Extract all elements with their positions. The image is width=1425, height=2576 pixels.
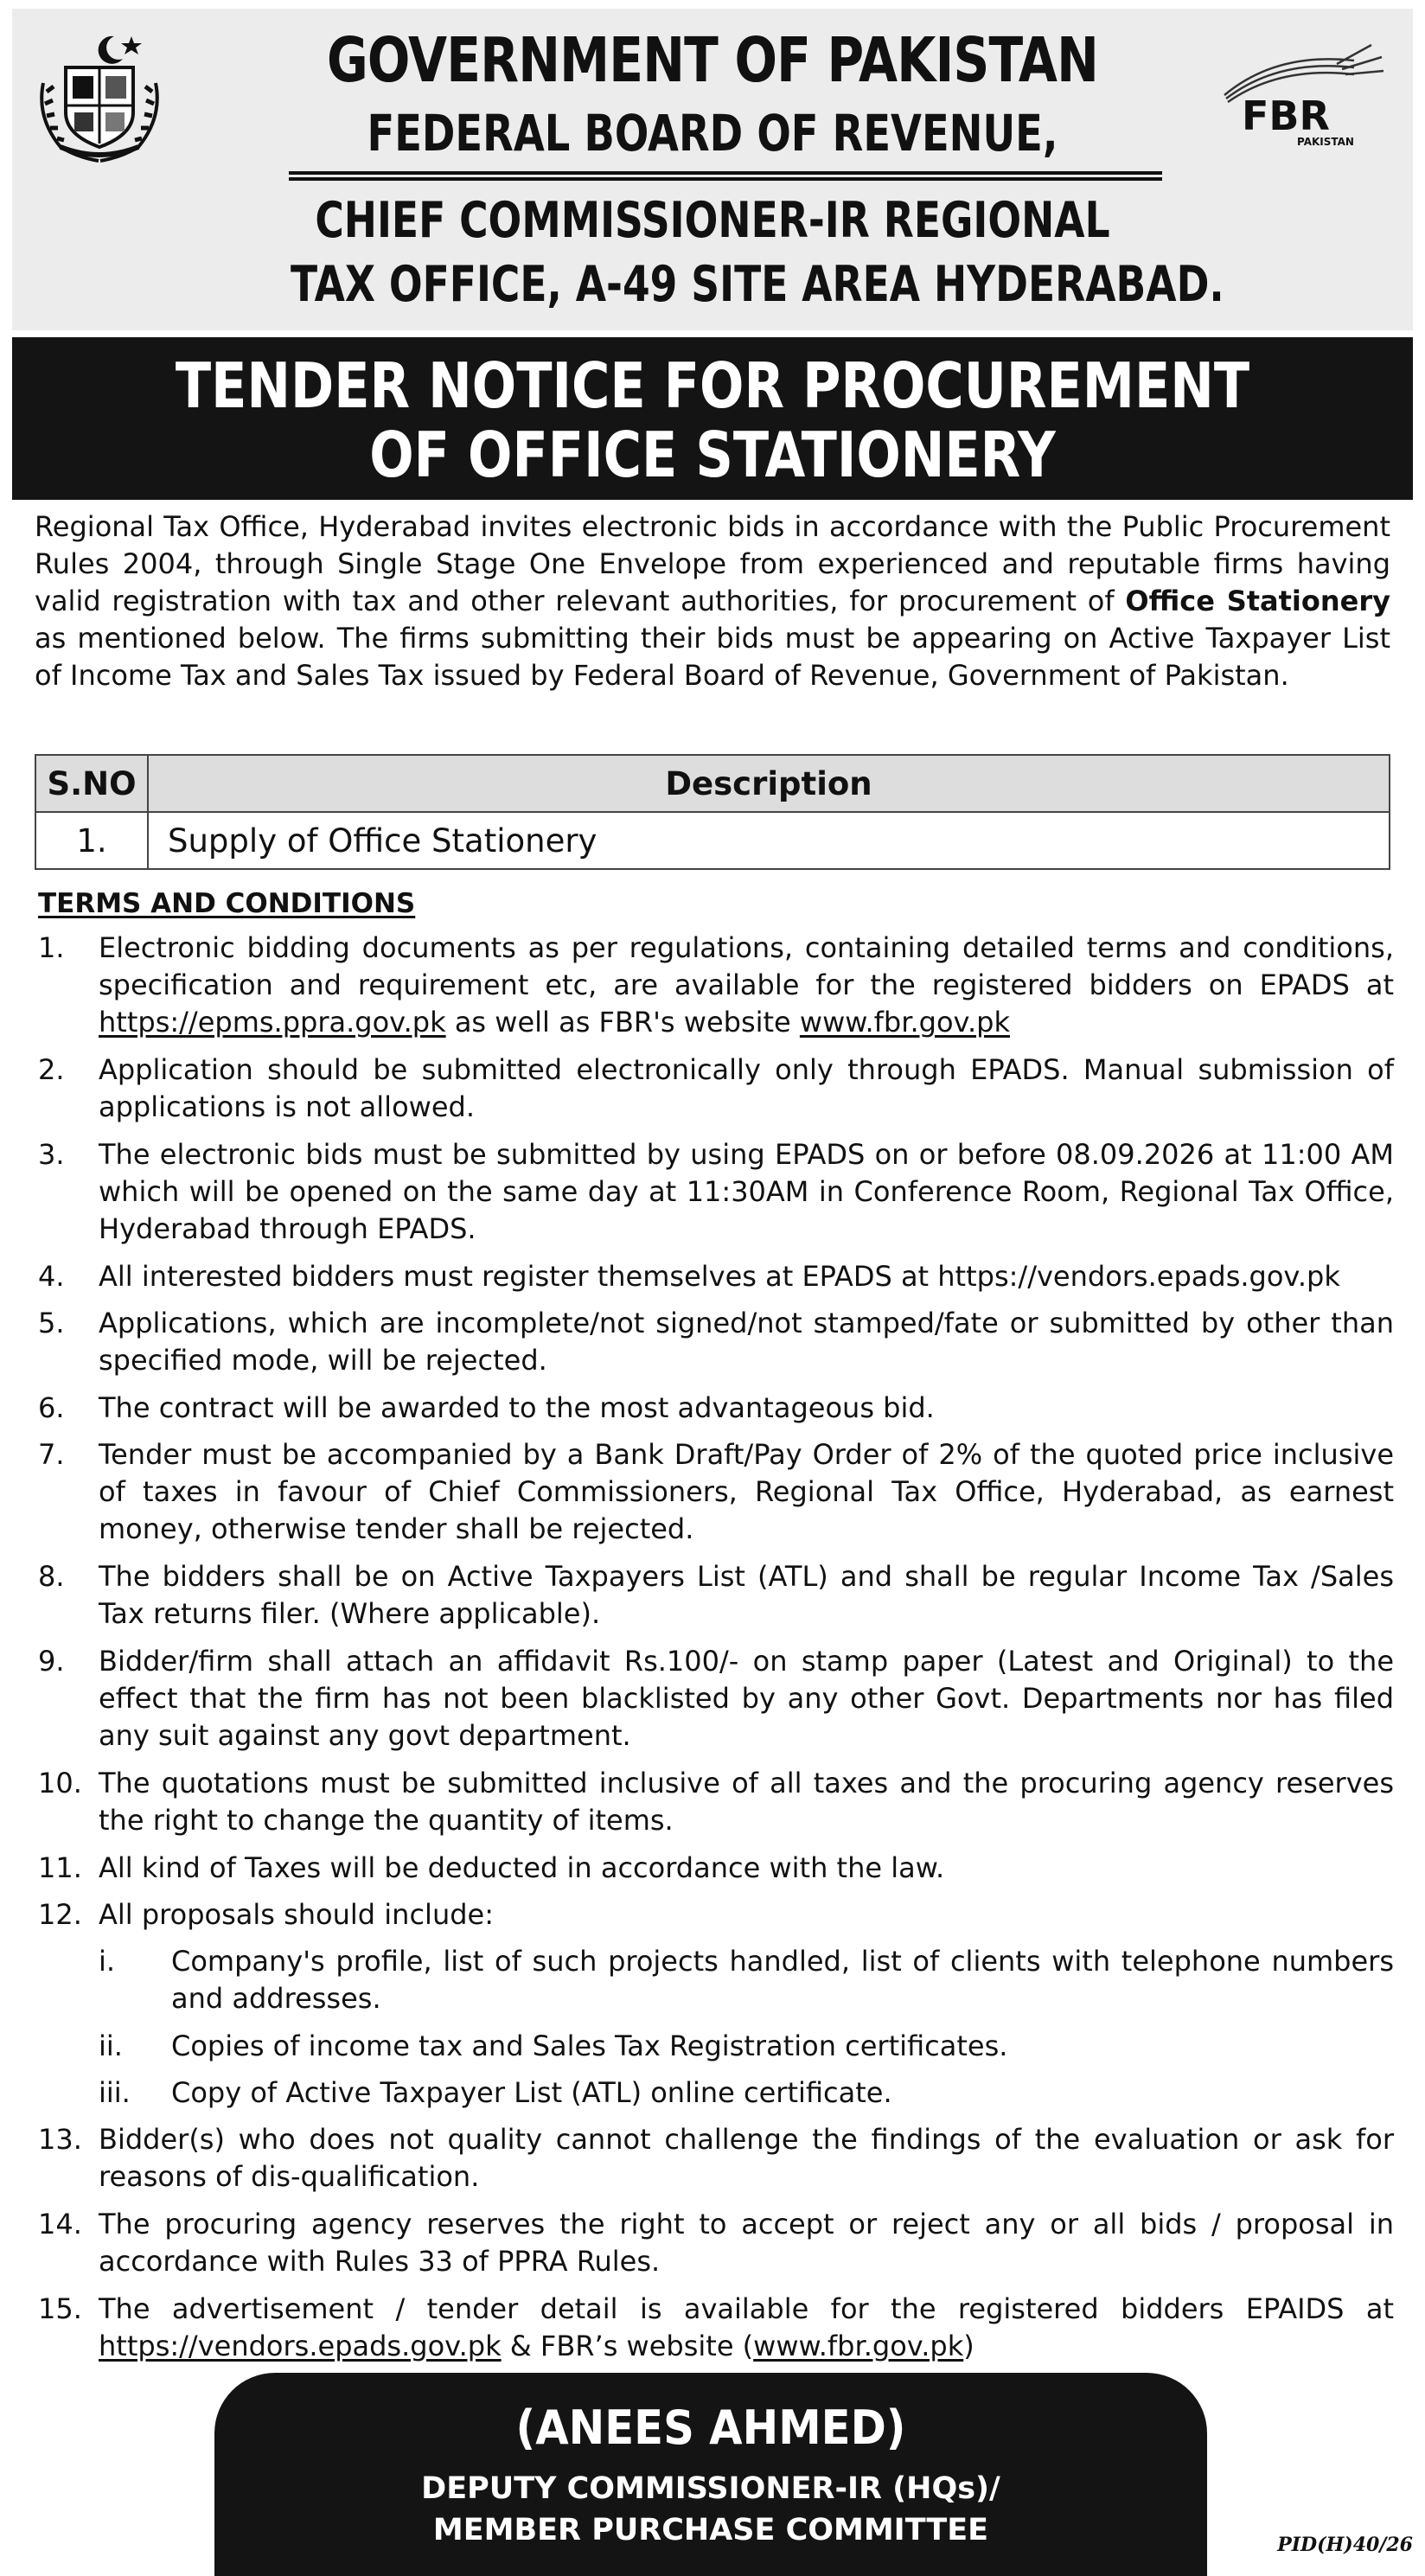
sub-item-text: Copies of income tax and Sales Tax Registration certificates. bbox=[171, 2029, 1008, 2062]
term-number: 7. bbox=[38, 1438, 65, 1471]
term-number: 2. bbox=[38, 1053, 65, 1086]
terms-heading: TERMS AND CONDITIONS bbox=[38, 888, 416, 919]
term-number: 8. bbox=[38, 1560, 65, 1593]
term-text: Bidder/firm shall attach an affidavit Rs.100/- on stamp paper (Latest and Original) to the effect that the firm has not been blacklisted by any other Govt. Departments nor has filed any suit against any govt department. bbox=[99, 1645, 1394, 1752]
term-text-part: The advertisement / tender detail is available for the registered bidders EPAIDS at bbox=[99, 2292, 1394, 2325]
term-text: Tender must be accompanied by a Bank Draft/Pay Order of 2% of the quoted price inclusive of taxes in favour of Chief Commissioners, Regional Tax Office, Hyderabad, as earnest money, otherwise tender shall be rejected. bbox=[99, 1438, 1394, 1545]
term-number: 10. bbox=[38, 1767, 82, 1799]
signatory-name: (ANEES AHMED) bbox=[515, 2400, 906, 2455]
intro-text: Regional Tax Office, Hyderabad invites electronic bids in accordance with the Public Procurement Rules 2004, through Single Stage One Envelope from experienced and reputable firms having valid registration with tax and other relevant authorities, for procurement of bbox=[35, 510, 1390, 617]
term-text: The quotations must be submitted inclusive of all taxes and the procuring agency reserves the right to change the quantity of items. bbox=[99, 1767, 1394, 1837]
state-emblem-icon bbox=[31, 31, 168, 163]
term-number: 5. bbox=[38, 1307, 65, 1339]
notice-title-band bbox=[12, 337, 1413, 500]
term-number: 9. bbox=[38, 1645, 65, 1678]
intro-emphasis: Office Stationery bbox=[1125, 585, 1391, 617]
term-number: 13. bbox=[38, 2123, 82, 2156]
header-government: GOVERNMENT OF PAKISTAN bbox=[326, 24, 1099, 96]
term-number: 11. bbox=[38, 1851, 82, 1884]
notice-title-line-2: OF OFFICE STATIONERY bbox=[369, 419, 1056, 491]
term-text: All proposals should include: bbox=[99, 1898, 494, 1931]
header-divider bbox=[289, 177, 1162, 181]
term-number: 6. bbox=[38, 1391, 65, 1424]
term-number: 3. bbox=[38, 1138, 65, 1171]
term-number: 14. bbox=[38, 2208, 82, 2240]
sub-item-number: i. bbox=[99, 1945, 116, 1978]
term-text: The procuring agency reserves the right to accept or reject any or all bids / proposal in accordance with Rules 33 of PPRA Rules. bbox=[99, 2208, 1394, 2278]
fbr-logo-icon bbox=[1207, 35, 1403, 147]
cell-sno: 1. bbox=[35, 812, 148, 869]
header-divider bbox=[289, 171, 1162, 175]
term-text: All kind of Taxes will be deducted in accordance with the law. bbox=[99, 1851, 945, 1884]
sub-item-number: iii. bbox=[99, 2076, 131, 2109]
sub-item-number: ii. bbox=[99, 2029, 123, 2062]
term-text bbox=[99, 2291, 1394, 2365]
cell-description: Supply of Office Stationery bbox=[148, 812, 1390, 869]
intro-paragraph bbox=[35, 508, 1390, 694]
term-text: The electronic bids must be submitted by using EPADS on or before 08.09.2026 at 11:00 AM which will be opened on the same day at 11:30AM in Conference Room, Regional Tax Office, Hyderabad through EPADS. bbox=[99, 1138, 1394, 1245]
term-number: 4. bbox=[38, 1260, 65, 1293]
epads-vendors-link[interactable]: https://vendors.epads.gov.pk bbox=[99, 2330, 502, 2362]
term-text: Applications, which are incomplete/not signed/not stamped/fate or submitted by other than specified mode, will be rejected. bbox=[99, 1307, 1394, 1377]
intro-text: as mentioned below. The firms submitting their bids must be appearing on Active Taxpayer List of Income Tax and Sales Tax issued by Federal Board of Revenue, Government of Pakistan. bbox=[35, 622, 1390, 692]
letterhead bbox=[12, 9, 1413, 330]
term-number: 1. bbox=[38, 931, 65, 964]
term-text: The bidders shall be on Active Taxpayers List (ATL) and shall be regular Income Tax /Sales Tax returns filer. (Where applicable). bbox=[99, 1560, 1394, 1630]
term-text-part: & FBR’s website ( bbox=[501, 2330, 754, 2362]
term-text: The contract will be awarded to the most advantageous bid. bbox=[99, 1391, 935, 1424]
signatory-committee: MEMBER PURCHASE COMMITTEE bbox=[432, 2513, 989, 2547]
notice-title-line-1: TENDER NOTICE FOR PROCUREMENT bbox=[175, 349, 1250, 422]
column-header-sno: S.NO bbox=[35, 755, 148, 812]
term-text-part: ) bbox=[963, 2330, 974, 2362]
term-number: 12. bbox=[38, 1898, 82, 1931]
column-header-description: Description bbox=[148, 755, 1390, 812]
header-tax-office: TAX OFFICE, A-49 SITE AREA HYDERABAD. bbox=[291, 256, 1224, 313]
term-text-part: Electronic bidding documents as per regulations, containing detailed terms and conditions, specification and requirement etc, are available for the registered bidders on EPADS at bbox=[99, 931, 1394, 1001]
term-text: Bidder(s) who does not quality cannot challenge the findings of the evaluation or ask for reasons of dis-qualification. bbox=[99, 2123, 1394, 2193]
signatory-designation: DEPUTY COMMISSIONER-IR (HQs)/ bbox=[421, 2471, 1000, 2506]
items-table bbox=[35, 754, 1390, 870]
fbr-website-link[interactable]: www.fbr.gov.pk bbox=[753, 2330, 964, 2362]
sub-item-text: Copy of Active Taxpayer List (ATL) online certificate. bbox=[171, 2076, 892, 2109]
header-fbr: FEDERAL BOARD OF REVENUE, bbox=[367, 104, 1058, 163]
svg-text:PAKISTAN: PAKISTAN bbox=[1297, 136, 1354, 147]
table-header-row bbox=[35, 755, 1390, 812]
svg-text:FBR: FBR bbox=[1242, 93, 1330, 139]
table-row bbox=[35, 812, 1390, 869]
epms-link[interactable]: https://epms.ppra.gov.pk bbox=[99, 1006, 446, 1039]
sub-item-text: Company's profile, list of such projects handled, list of clients with telephone numbers and addresses. bbox=[171, 1945, 1394, 2015]
term-text bbox=[99, 930, 1394, 1041]
signature-block bbox=[214, 2373, 1207, 2576]
fbr-website-link[interactable]: www.fbr.gov.pk bbox=[799, 1006, 1010, 1039]
pid-number: PID(H)40/26 bbox=[1277, 2534, 1413, 2556]
term-number: 15. bbox=[38, 2292, 82, 2325]
term-text: Application should be submitted electronically only through EPADS. Manual submission of applications is not allowed. bbox=[99, 1053, 1394, 1123]
term-text-part: as well as FBR's website bbox=[445, 1006, 800, 1039]
header-chief-commissioner: CHIEF COMMISSIONER-IR REGIONAL bbox=[315, 192, 1110, 249]
term-text: All interested bidders must register themselves at EPADS at https://vendors.epads.gov.pk bbox=[99, 1260, 1340, 1293]
